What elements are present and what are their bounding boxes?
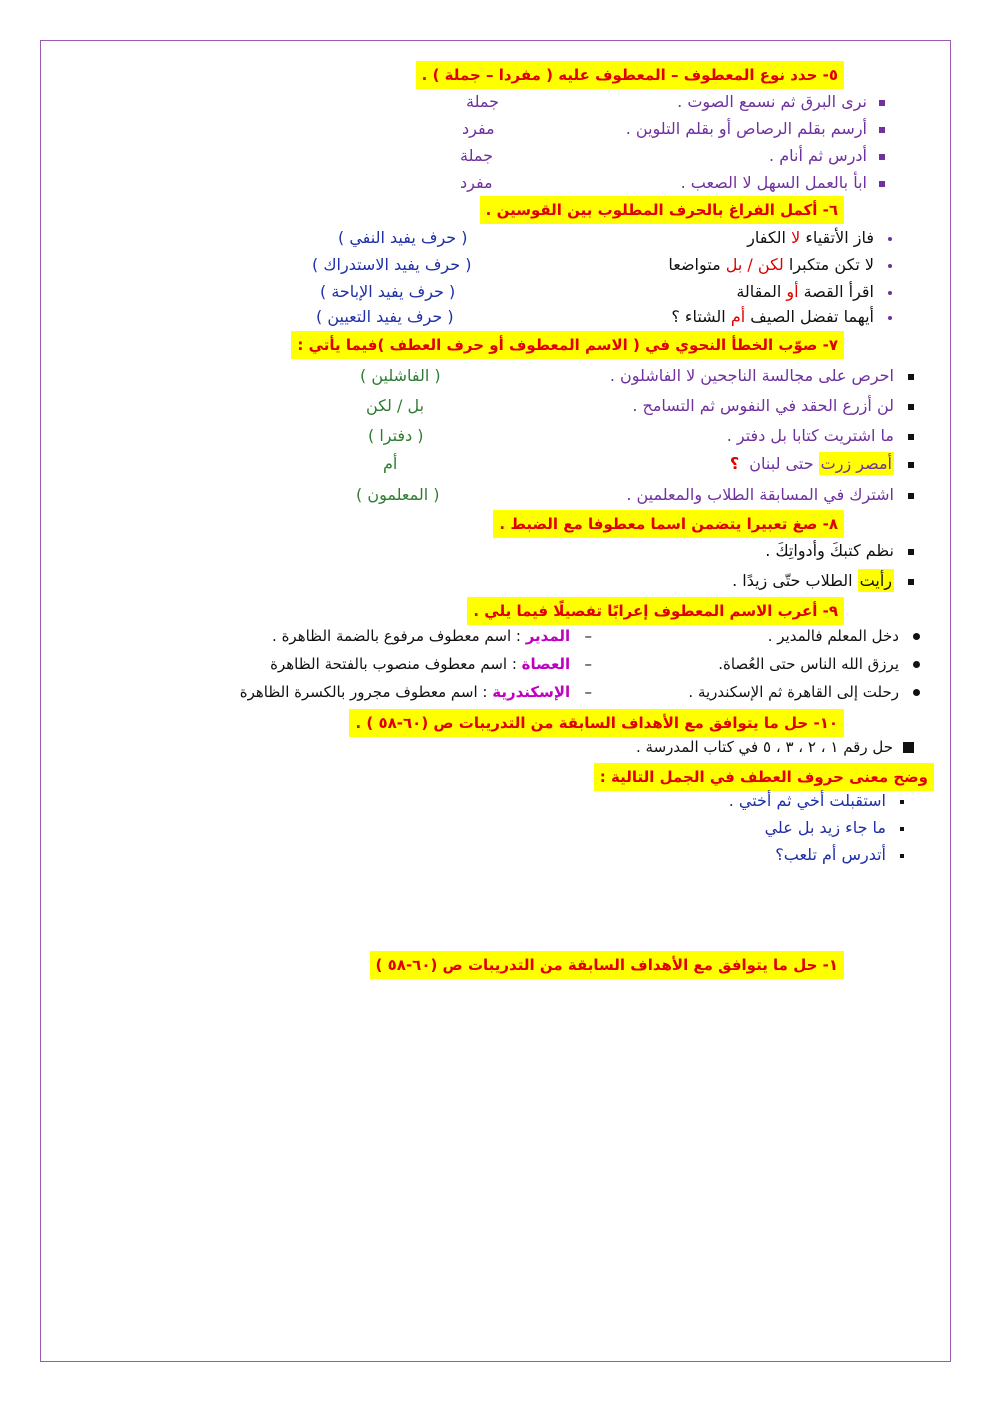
s7-mark-4: ؟	[729, 454, 740, 473]
s11-item-2	[765, 818, 904, 837]
s9-parse-3	[240, 683, 592, 701]
bullet-icon	[908, 579, 914, 585]
s10-line	[636, 738, 914, 756]
s6-particle-4: أم	[730, 307, 746, 326]
bullet-icon	[879, 127, 885, 133]
s5-answer-2: مفرد	[462, 119, 495, 138]
s9-word-1: المدير	[525, 627, 571, 645]
s6-before-4: أيهما تفضل الصيف	[750, 307, 874, 326]
s9-item-1	[768, 627, 920, 645]
s5-answer-1: جملة	[466, 92, 500, 111]
s11-text-3: أتدرس أم تلعب؟	[775, 845, 886, 864]
bullet-icon	[908, 404, 914, 410]
s6-hint-1: ( حرف يفيد النفي )	[338, 228, 468, 247]
s9-word-3: الإسكندرية	[492, 683, 571, 701]
s6-particle-2: لكن / بل	[725, 255, 784, 274]
s9-item-3	[688, 683, 920, 701]
dash-separator: –	[584, 655, 592, 673]
s9-parse-2	[270, 655, 592, 673]
section-11-heading: وضح معنى حروف العطف في الجمل التالية :	[594, 763, 934, 791]
bullet-icon	[908, 434, 914, 440]
bullet-icon	[900, 800, 904, 804]
bullet-icon	[879, 181, 885, 187]
s7-sentence-4: حتى لبنان	[749, 454, 814, 473]
s6-particle-1: لا	[791, 228, 801, 247]
s5-item-3	[769, 146, 885, 165]
dash-separator: –	[584, 683, 592, 701]
s6-item-3	[736, 282, 892, 301]
s6-after-1: الكفار	[747, 228, 786, 247]
s7-answer-4: أم	[383, 454, 398, 473]
section-5-heading: ٥- حدد نوع المعطوف – المعطوف عليه ( مفردا – جملة ) .	[416, 61, 844, 89]
bullet-icon	[888, 291, 892, 295]
s7-answer-3: ( دفترا )	[368, 426, 424, 445]
bullet-icon	[879, 154, 885, 160]
s6-item-1	[747, 228, 892, 247]
bullet-icon	[879, 100, 885, 106]
s9-sentence-1: دخل المعلم فالمدير .	[767, 627, 899, 645]
s8-text-2: الطلاب حتّى زيدًا .	[732, 571, 853, 590]
s7-answer-5: ( المعلمون )	[356, 485, 440, 504]
section-6-heading: ٦- أكمل الفراغ بالحرف المطلوب بين القوسين .	[480, 196, 844, 224]
bullet-icon	[913, 661, 920, 668]
s6-hint-3: ( حرف يفيد الإباحة )	[320, 282, 456, 301]
bullet-icon	[903, 742, 914, 753]
section-9-heading: ٩- أعرب الاسم المعطوف إعرابًا تفصيلًا فيما يلي .	[467, 597, 844, 625]
s8-highlight-2: رأيت	[859, 571, 892, 590]
s6-hint-2: ( حرف يفيد الاستدراك )	[312, 255, 472, 274]
bullet-icon	[888, 237, 892, 241]
s5-item-1	[677, 92, 885, 111]
s5-sentence-1: نرى البرق ثم نسمع الصوت .	[677, 92, 867, 111]
s6-before-3: اقرأ القصة	[803, 282, 874, 301]
s9-sentence-2: يرزق الله الناس حتى العُصاة.	[718, 655, 899, 673]
s9-parse-1	[272, 627, 592, 645]
s7-sentence-3: ما اشتريت كتابا بل دفتر .	[726, 426, 894, 445]
section-10-heading: ١٠- حل ما يتوافق مع الأهداف السابقة من التدريبات ص (٦٠-٥٨ ) .	[349, 709, 844, 737]
s6-item-4	[671, 307, 892, 326]
s9-parse-text-2: : اسم معطوف منصوب بالفتحة الظاهرة	[270, 655, 517, 673]
s6-after-4: الشتاء ؟	[671, 307, 726, 326]
footer-heading: ١- حل ما يتوافق مع الأهداف السابقة من التدريبات ص (٦٠-٥٨ )	[370, 951, 844, 979]
bullet-icon	[900, 827, 904, 831]
s6-before-2: لا تكن متكبرا	[788, 255, 874, 274]
s5-item-2	[626, 119, 885, 138]
s6-particle-3: أو	[786, 282, 799, 301]
s8-text-1: نظم كتبكَ وأدواتِكَ .	[765, 541, 894, 560]
s10-line-text: حل رقم ١ ، ٢ ، ٣ ، ٥ في كتاب المدرسة .	[635, 738, 893, 756]
s7-answer-1: ( الفاشلين )	[360, 366, 441, 385]
s7-item-1	[610, 366, 914, 385]
s11-item-1	[729, 791, 904, 810]
bullet-icon	[913, 689, 920, 696]
s6-item-2	[668, 255, 892, 274]
s6-after-3: المقالة	[736, 282, 782, 301]
s6-after-2: متواضعا	[668, 255, 721, 274]
s7-item-2	[632, 396, 914, 415]
s5-item-4	[681, 173, 885, 192]
s11-item-3	[775, 845, 904, 864]
s6-before-1: فاز الأتقياء	[805, 228, 874, 247]
section-7-heading: ٧- صوّب الخطأ النحوي في ( الاسم المعطوف أو حرف العطف )فيما يأتي :	[291, 331, 844, 359]
s5-sentence-2: أرسم بقلم الرصاص أو بقلم التلوين .	[625, 119, 867, 138]
s5-sentence-4: ابأ بالعمل السهل لا الصعب .	[680, 173, 867, 192]
bullet-icon	[888, 316, 892, 320]
s7-item-4	[730, 454, 914, 473]
s7-sentence-2: لن أزرع الحقد في النفوس ثم التسامح .	[632, 396, 894, 415]
s9-word-2: العصاة	[521, 655, 571, 673]
s8-item-2	[732, 571, 914, 590]
bullet-icon	[900, 854, 904, 858]
s9-sentence-3: رحلت إلى القاهرة ثم الإسكندرية .	[688, 683, 899, 701]
s9-parse-text-1: : اسم معطوف مرفوع بالضمة الظاهرة .	[272, 627, 521, 645]
s7-answer-2: بل / لكن	[366, 396, 425, 415]
dash-separator: –	[584, 627, 592, 645]
s7-sentence-1: احرص على مجالسة الناجحين لا الفاشلون .	[609, 366, 894, 385]
s5-sentence-3: أدرس ثم أنام .	[769, 146, 867, 165]
section-8-heading: ٨- صغ تعبيرا يتضمن اسما معطوفا مع الضبط .	[493, 510, 844, 538]
s7-item-5	[626, 485, 914, 504]
s7-item-3	[727, 426, 914, 445]
s11-text-2: ما جاء زيد بل علي	[764, 818, 886, 837]
s9-parse-text-3: : اسم معطوف مجرور بالكسرة الظاهرة	[239, 683, 488, 701]
s9-item-2	[718, 655, 920, 673]
bullet-icon	[908, 493, 914, 499]
bullet-icon	[908, 374, 914, 380]
s5-answer-3: جملة	[460, 146, 494, 165]
bullet-icon	[888, 264, 892, 268]
bullet-icon	[913, 633, 920, 640]
s7-highlight-4: أمصر زرت	[820, 454, 892, 473]
s8-item-1	[765, 541, 914, 560]
s11-text-1: استقبلت أخي ثم أختي .	[728, 791, 886, 810]
s7-sentence-5: اشترك في المسابقة الطلاب والمعلمين .	[626, 485, 894, 504]
s5-answer-4: مفرد	[460, 173, 493, 192]
s6-hint-4: ( حرف يفيد التعيين )	[316, 307, 454, 326]
bullet-icon	[908, 549, 914, 555]
bullet-icon	[908, 462, 914, 468]
